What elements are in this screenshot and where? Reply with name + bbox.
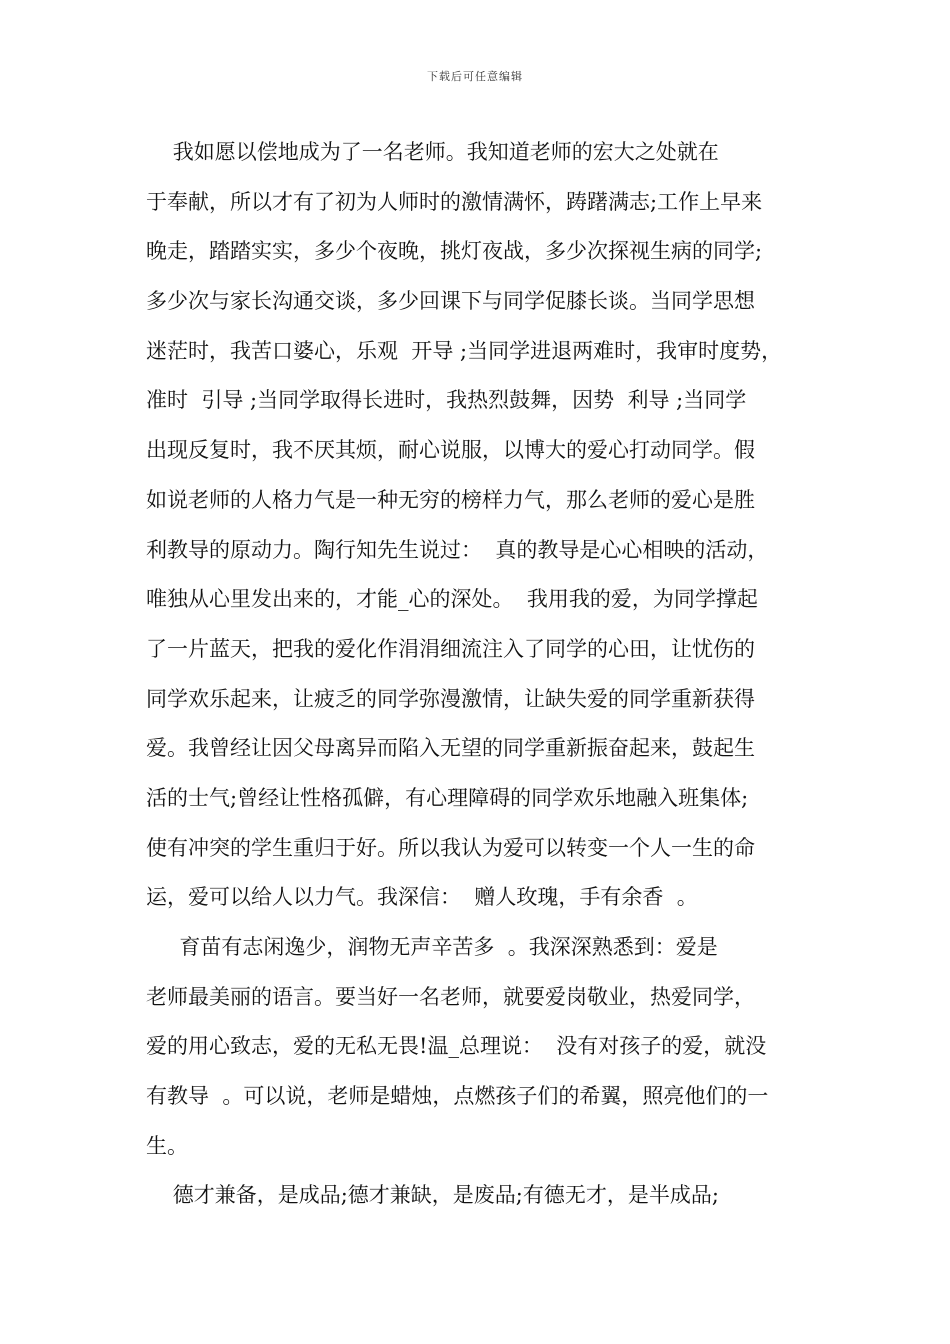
text-line: 爱的用心致志，爱的无私无畏!温_总理说： 没有对孩子的爱，就没: [146, 1034, 767, 1059]
text-line: 唯独从心里发出来的，才能_心的深处。 我用我的爱，为同学撑起: [146, 587, 758, 612]
document-body: [146, 134, 826, 1227]
text-line: 迷茫时，我苦口婆心，乐观 开导 ;当同学进退两难时，我审时度势，: [146, 338, 783, 363]
text-line: 如说老师的人格力气是一种无穷的榜样力气，那么老师的爱心是胜: [146, 487, 755, 512]
text-line: 活的士气;曾经让性格孤僻，有心理障碍的同学欢乐地融入班集体;: [146, 785, 749, 810]
text-line: 出现反复时，我不厌其烦，耐心说服，以博大的爱心打动同学。假: [146, 438, 755, 463]
text-line: 使有冲突的学生重归于好。所以我认为爱可以转变一个人一生的命: [146, 835, 755, 860]
text-line: 生。: [146, 1133, 188, 1158]
text-line: 老师最美丽的语言。要当好一名老师，就要爱岗敬业，热爱同学，: [146, 984, 755, 1009]
text-line: 准时 引导 ;当同学取得长进时，我热烈鼓舞，因势 利导 ;当同学: [146, 388, 747, 413]
text-line: 同学欢乐起来，让疲乏的同学弥漫激情，让缺失爱的同学重新获得: [146, 686, 755, 711]
text-line: 晚走，踏踏实实，多少个夜晚，挑灯夜战，多少次探视生病的同学;: [146, 239, 763, 264]
text-line: 育苗有志闲逸少，润物无声辛苦多 。我深深熟悉到：爱是: [146, 935, 718, 959]
text-line: 有教导 。可以说，老师是蜡烛，点燃孩子们的希翼，照亮他们的一: [146, 1084, 769, 1109]
text-line: 利教导的原动力。陶行知先生说过： 真的教导是心心相映的活动，: [146, 537, 769, 562]
text-line: 了一片蓝天，把我的爱化作涓涓细流注入了同学的心田，让忧伤的: [146, 636, 755, 661]
text-line: 我如愿以偿地成为了一名老师。我知道老师的宏大之处就在: [146, 140, 719, 164]
text-line: 德才兼备，是成品;德才兼缺，是废品;有德无才，是半成品;: [146, 1183, 719, 1208]
text-line: 于奉献，所以才有了初为人师时的激情满怀，踌躇满志;工作上早来: [146, 189, 763, 214]
text-line: 爱。我曾经让因父母离异而陷入无望的同学重新振奋起来，鼓起生: [146, 736, 755, 761]
text-line: 多少次与家长沟通交谈，多少回课下与同学促膝长谈。当同学思想: [146, 289, 755, 314]
page-header: 下载后可任意编辑: [427, 70, 523, 83]
text-line: 运，爱可以给人以力气。我深信： 赠人玫瑰，手有余香 。: [146, 885, 698, 910]
